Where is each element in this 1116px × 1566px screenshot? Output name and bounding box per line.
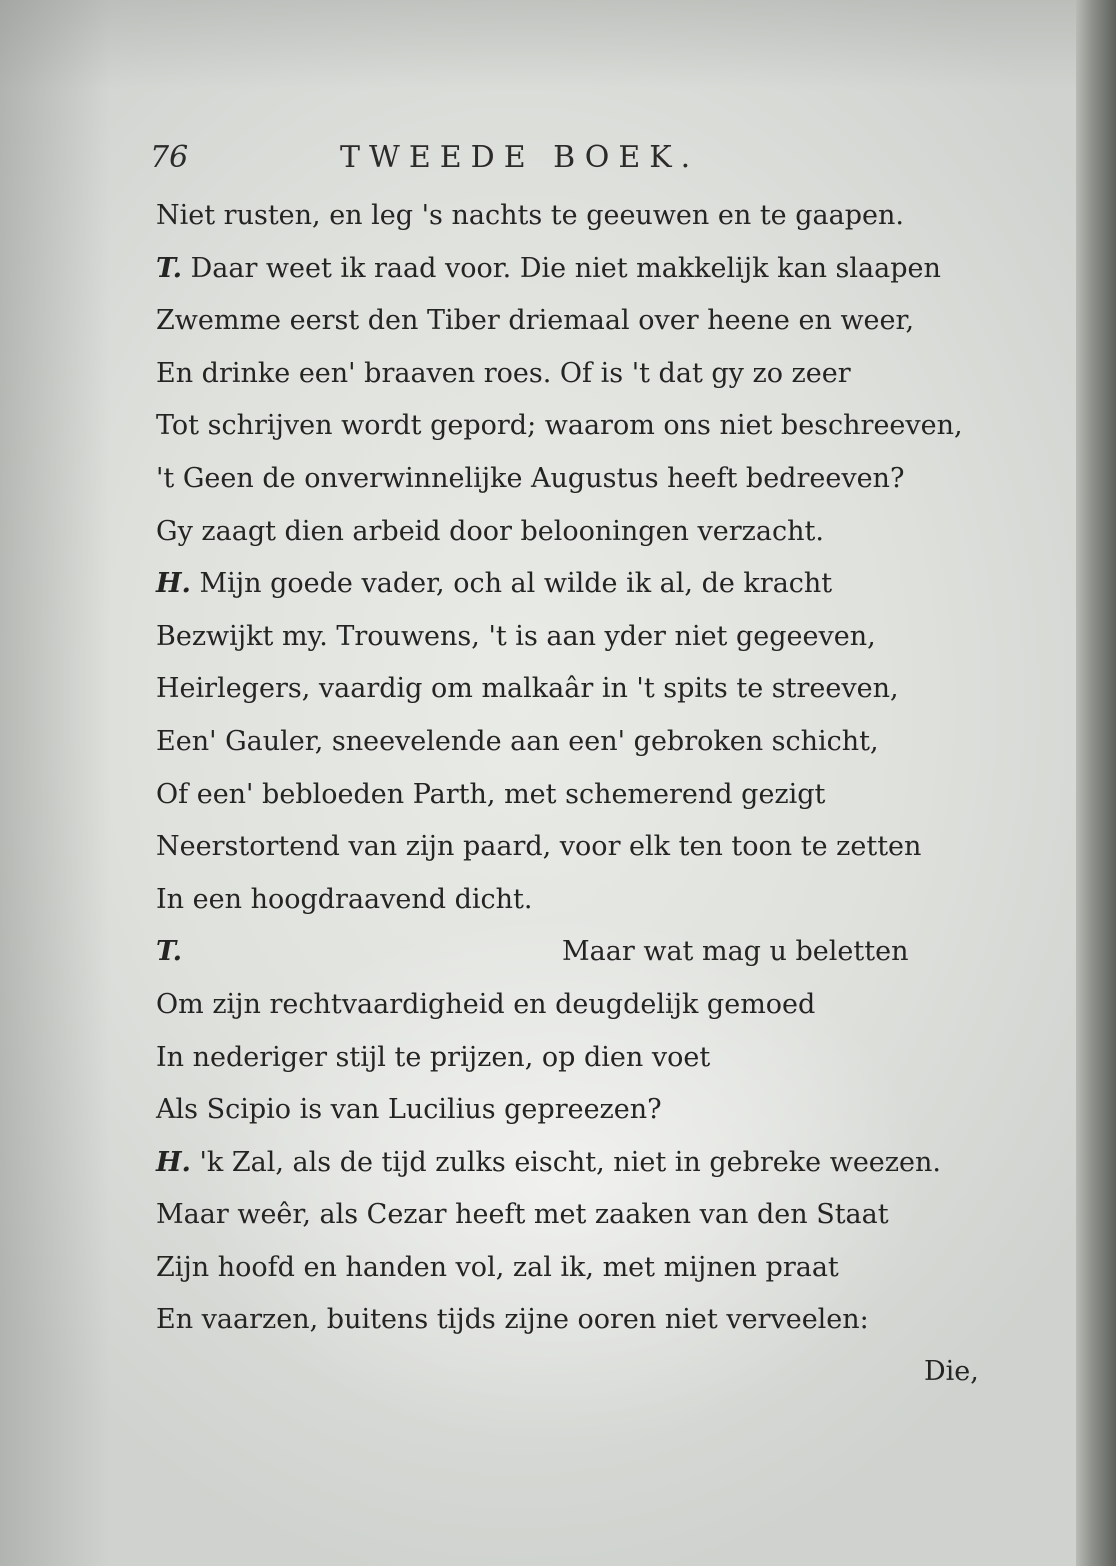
verse-line bbox=[156, 827, 1016, 880]
verse-line bbox=[156, 196, 1016, 249]
verse-line-text: In nederiger stijl te prijzen, op dien voet bbox=[156, 1041, 711, 1073]
page-top-shadow bbox=[0, 0, 1116, 90]
page-number: 76 bbox=[150, 140, 189, 175]
verse-line-text: 'k Zal, als de tijd zulks eischt, niet in gebreke weezen. bbox=[190, 1146, 941, 1178]
verse-line-text: Als Scipio is van Lucilius gepreezen? bbox=[156, 1094, 662, 1126]
verse-line bbox=[156, 301, 1016, 354]
verse-line bbox=[156, 512, 1016, 565]
verse-line bbox=[156, 1248, 1016, 1301]
verse-line-text: Niet rusten, en leg 's nachts te geeuwen en te gaapen. bbox=[156, 200, 904, 231]
verse-line bbox=[156, 354, 1016, 407]
speaker-label: H. bbox=[156, 1146, 191, 1178]
verse-line bbox=[156, 932, 1016, 985]
verse-line-text: Heirlegers, vaardig om malkaâr in 't spits te streeven, bbox=[156, 673, 899, 705]
verse-line bbox=[156, 985, 1016, 1038]
speaker-label: T. bbox=[156, 936, 183, 968]
verse-line bbox=[156, 1300, 1016, 1353]
verse-line-text: Neerstortend van zijn paard, voor elk ten toon te zetten bbox=[156, 831, 922, 863]
verse-line-text: In een hoogdraavend dicht. bbox=[156, 883, 533, 915]
verse-line bbox=[156, 1038, 1016, 1091]
verse-line-text: Maar weêr, als Cezar heeft met zaaken van den Staat bbox=[156, 1199, 889, 1231]
verse-line bbox=[156, 1090, 1016, 1143]
verse-line-text: Zijn hoofd en handen vol, zal ik, met mijnen praat bbox=[156, 1251, 839, 1283]
verse-line bbox=[156, 880, 1016, 933]
verse-line-text: Gy zaagt dien arbeid door belooningen verzacht. bbox=[156, 515, 824, 547]
running-head bbox=[150, 140, 850, 180]
verse-line-text: Bezwijkt my. Trouwens, 't is aan yder niet gegeeven, bbox=[156, 620, 876, 652]
verse-line bbox=[156, 617, 1016, 670]
verse-line bbox=[156, 564, 1016, 617]
verse-line bbox=[156, 722, 1016, 775]
verse-line-text: En vaarzen, buitens tijds zijne ooren niet verveelen: bbox=[156, 1304, 869, 1336]
verse-line-continuation: Maar wat mag u beletten bbox=[562, 936, 909, 968]
verse-line-text: Een' Gauler, sneevelende aan een' gebroken schicht, bbox=[156, 725, 879, 757]
verse-text bbox=[156, 196, 1016, 1353]
verse-line-text: Daar weet ik raad voor. Die niet makkelijk kan slaapen bbox=[182, 252, 941, 284]
verse-line-text: Of een' bebloeden Parth, met schemerend gezigt bbox=[156, 778, 826, 810]
verse-line bbox=[156, 1143, 1016, 1196]
verse-line bbox=[156, 459, 1016, 512]
verse-line-text: 't Geen de onverwinnelijke Augustus heeft bedreeven? bbox=[156, 462, 905, 494]
verse-line bbox=[156, 775, 1016, 828]
speaker-label: T. bbox=[156, 252, 183, 284]
running-title: TWEEDE BOEK. bbox=[340, 140, 700, 175]
catchword: Die, bbox=[924, 1356, 979, 1387]
verse-line bbox=[156, 406, 1016, 459]
verse-line-text: Mijn goede vader, och al wilde ik al, de kracht bbox=[190, 568, 833, 600]
page-edge-shadow bbox=[1076, 0, 1116, 1566]
verse-line bbox=[156, 669, 1016, 722]
verse-line-text: En drinke een' braaven roes. Of is 't dat gy zo zeer bbox=[156, 357, 851, 389]
verse-line-text: Om zijn rechtvaardigheid en deugdelijk gemoed bbox=[156, 988, 816, 1020]
speaker-label: H. bbox=[156, 568, 191, 600]
verse-line-text: Tot schrijven wordt gepord; waarom ons niet beschreeven, bbox=[156, 410, 963, 442]
verse-line bbox=[156, 249, 1016, 302]
verse-line-text: Zwemme eerst den Tiber driemaal over heene en weer, bbox=[156, 305, 915, 337]
verse-line bbox=[156, 1195, 1016, 1248]
page-left-shadow bbox=[0, 0, 110, 1566]
